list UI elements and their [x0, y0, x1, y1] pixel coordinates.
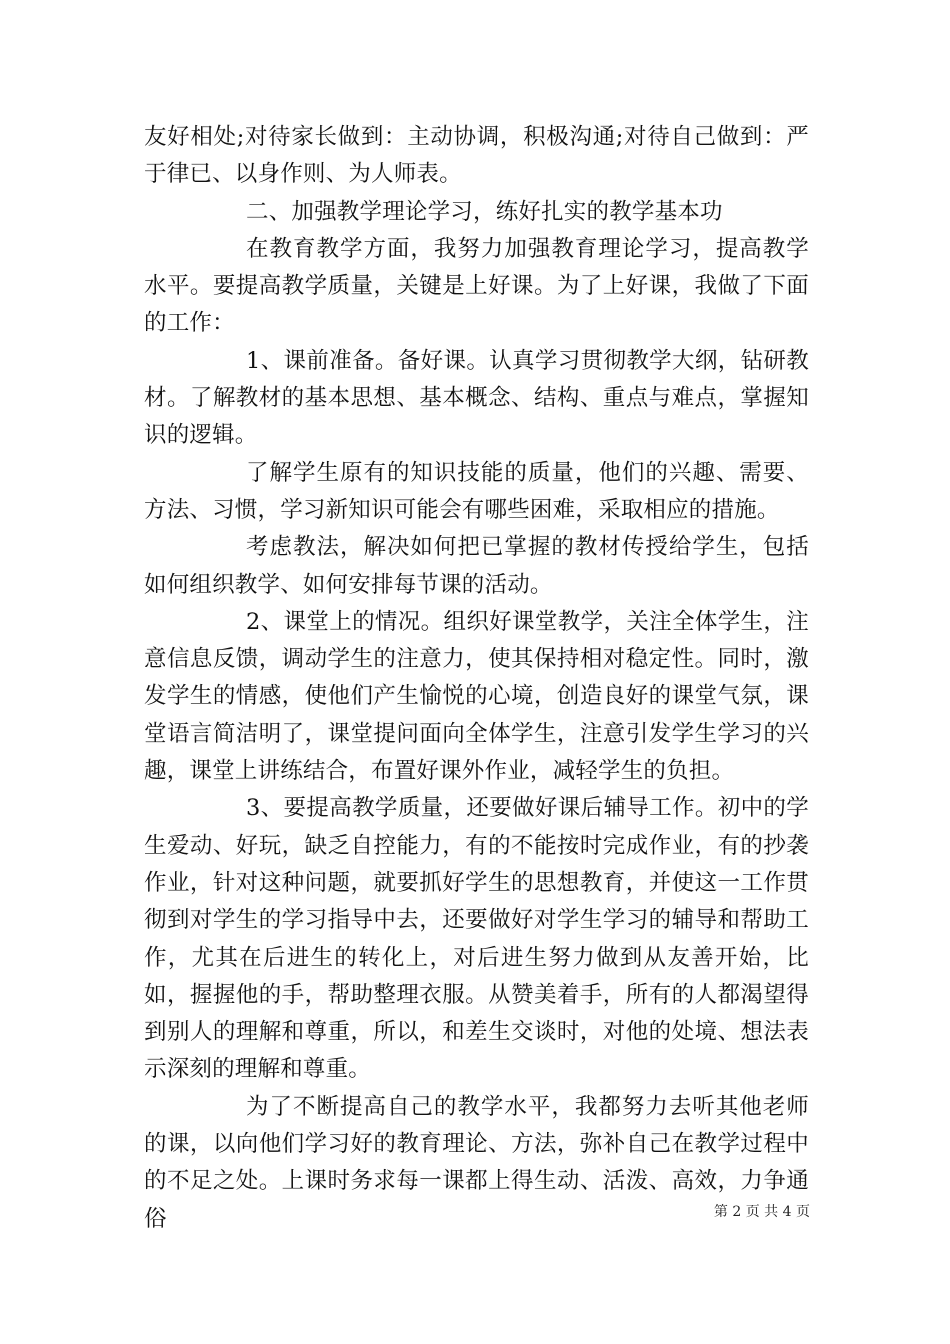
paragraph: 1、课前准备。备好课。认真学习贯彻教学大纲，钻研教材。了解教材的基本思想、基本概念、结构、重点与难点，掌握知识的逻辑。	[144, 347, 809, 449]
paragraph: 在教育教学方面，我努力加强教育理论学习，提高教学水平。要提高教学质量，关键是上好课。为了上好课，我做了下面的工作：	[144, 235, 809, 337]
section-heading: 二、加强教学理论学习，练好扎实的教学基本功	[246, 198, 723, 225]
paragraph: 了解学生原有的知识技能的质量，他们的兴趣、需要、方法、习惯，学习新知识可能会有哪些困难，采取相应的措施。	[144, 459, 809, 523]
page-number-footer: 第 2 页 共 4 页	[713, 1204, 810, 1220]
paragraph: 考虑教法，解决如何把已掌握的教材传授给学生，包括如何组织教学、如何安排每节课的活动。	[144, 534, 809, 598]
paragraph: 3、要提高教学质量，还要做好课后辅导工作。初中的学生爱动、好玩，缺乏自控能力，有的不能按时完成作业，有的抄袭作业，针对这种问题，就要抓好学生的思想教育，并使这一工作贯彻到对学生的学习指导中去，还要做好对学生学习的辅导和帮助工作，尤其在后进生的转化上，对后进生努力做到从友善开始，比如，握握他的手，帮助整理衣服。从赞美着手，所有的人都渴望得到别人的理解和尊重，所以，和差生交谈时，对他的处境、想法表示深刻的理解和尊重。	[144, 795, 809, 1083]
paragraph-continuation: 友好相处;对待家长做到：主动协调，积极沟通;对待自己做到：严于律已、以身作则、为人师表。	[144, 124, 809, 188]
paragraph: 2、课堂上的情况。组织好课堂教学，关注全体学生，注意信息反馈，调动学生的注意力，使其保持相对稳定性。同时，激发学生的情感，使他们产生愉悦的心境，创造良好的课堂气氛，课堂语言简洁明了，课堂提问面向全体学生，注意引发学生学习的兴趣，课堂上讲练结合，布置好课外作业，减轻学生的负担。	[144, 608, 809, 785]
paragraph: 为了不断提高自己的教学水平，我都努力去听其他老师的课，以向他们学习好的教育理论、方法，弥补自己在教学过程中的不足之处。上课时务求每一课都上得生动、活泼、高效，力争通俗	[144, 1093, 809, 1232]
document-body	[144, 119, 809, 1238]
